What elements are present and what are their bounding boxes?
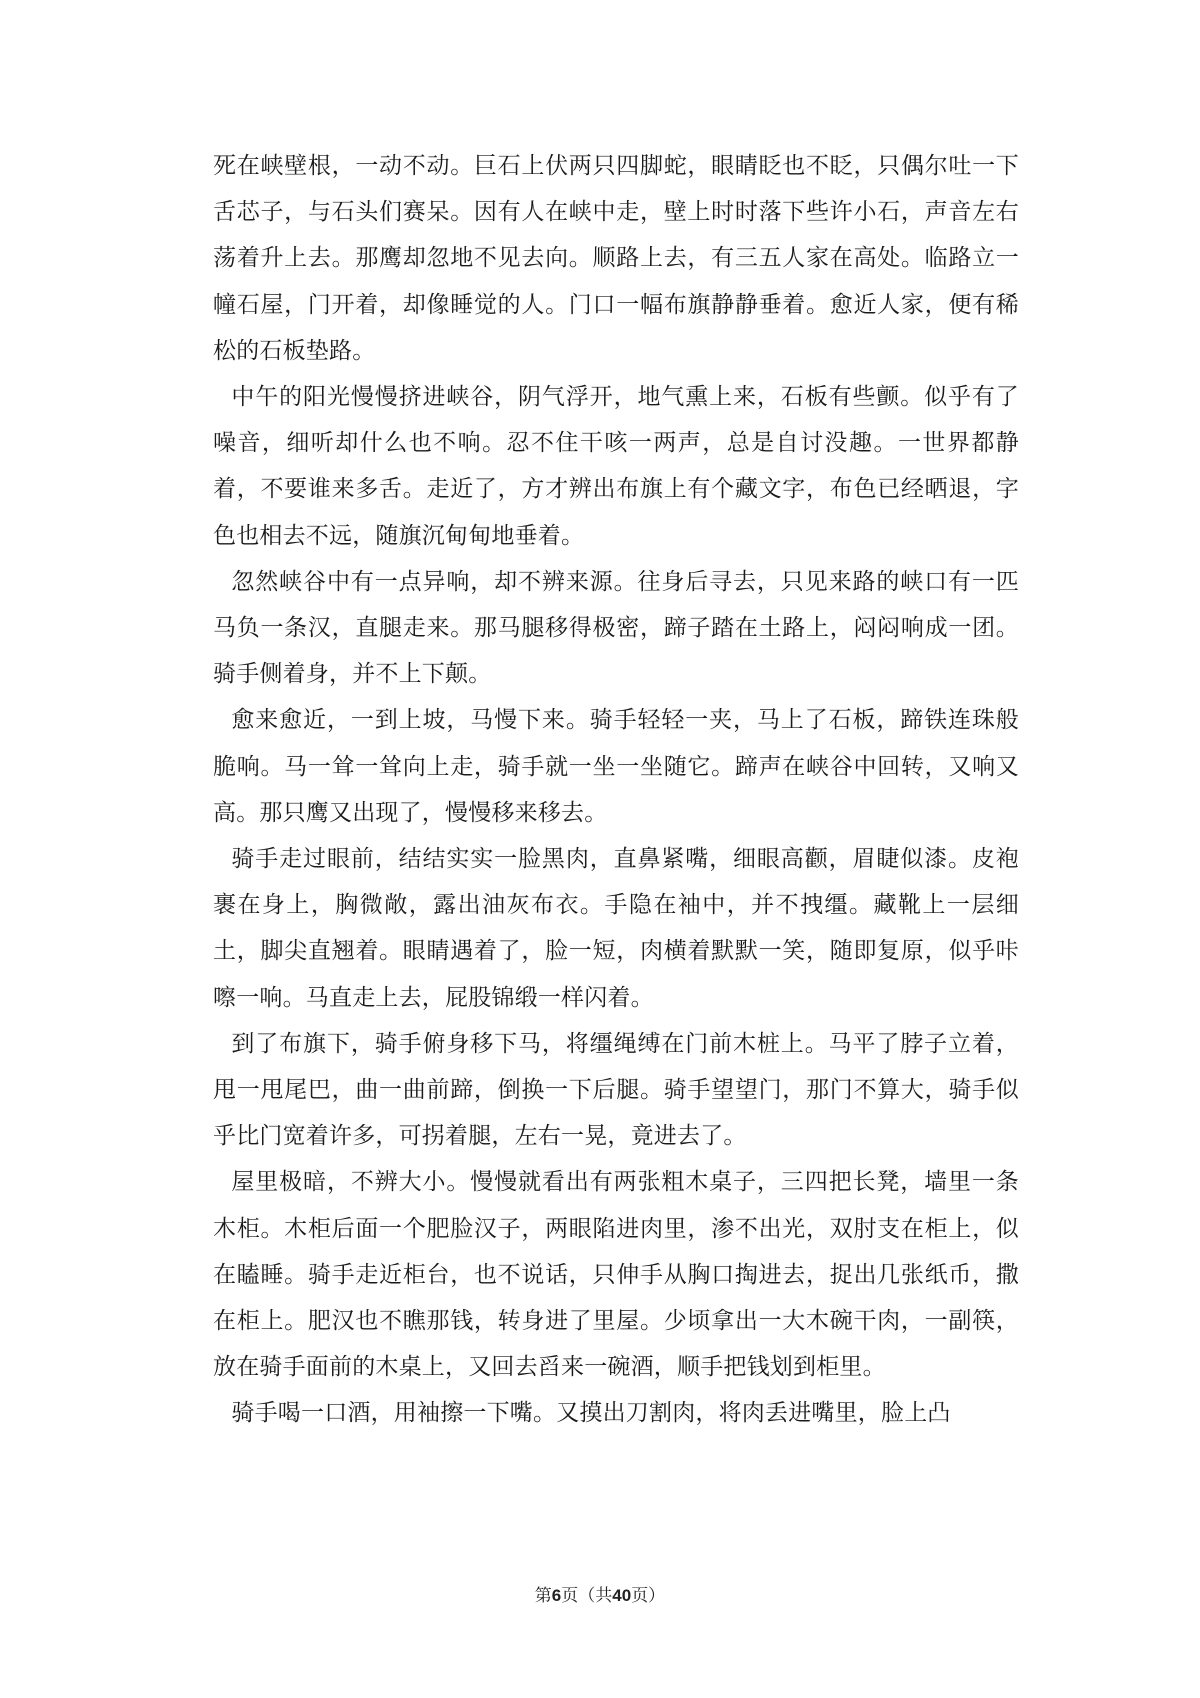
paragraph: 到了布旗下，骑手俯身移下马，将缰绳缚在门前木桩上。马平了脖子立着，甩一甩尾巴，曲一曲前蹄，倒换一下后腿。骑手望望门，那门不算大，骑手似乎比门宽着许多，可拐着腿，左右一晃，竟进去了。: [213, 1030, 1019, 1150]
paragraph: 骑手走过眼前，结结实实一脸黑肉，直鼻紧嘴，细眼高颧，眉睫似漆。皮袍裹在身上，胸微敞，露出油灰布衣。手隐在袖中，并不拽缰。藏靴上一层细土，脚尖直翘着。眼睛遇着了，脸一短，肉横着默默一笑，随即复原，似乎咔嚓一响。马直走上去，屁股锦缎一样闪着。: [213, 846, 1019, 1011]
paragraph: 愈来愈近，一到上坡，马慢下来。骑手轻轻一夹，马上了石板，蹄铁连珠般脆响。马一耸一耸向上走，骑手就一坐一坐随它。蹄声在峡谷中回转，又响又高。那只鹰又出现了，慢慢移来移去。: [213, 707, 1019, 826]
footer-suffix: 页）: [631, 1586, 666, 1606]
total-pages: 40: [612, 1586, 632, 1605]
page-footer: [0, 1584, 1200, 1608]
body-text: [213, 143, 1019, 1437]
page-number: 6: [551, 1586, 562, 1605]
paragraph: 屋里极暗，不辨大小。慢慢就看出有两张粗木桌子，三四把长凳，墙里一条木柜。木柜后面一个肥脸汉子，两眼陷进肉里，渗不出光，双肘支在柜上，似在瞌睡。骑手走近柜台，也不说话，只伸手从胸口掏进去，捉出几张纸币，撒在柜上。肥汉也不瞧那钱，转身进了里屋。少顷拿出一大木碗干肉，一副筷，放在骑手面前的木桌上，又回去舀来一碗酒，顺手把钱划到柜里。: [213, 1169, 1019, 1381]
footer-middle: 页（共: [561, 1586, 613, 1606]
paragraph: 中午的阳光慢慢挤进峡谷，阴气浮开，地气熏上来，石板有些颤。似乎有了噪音，细听却什么也不响。忍不住干咳一两声，总是自讨没趣。一世界都静着，不要谁来多舌。走近了，方才辨出布旗上有个藏文字，布色已经晒退，字色也相去不远，随旗沉甸甸地垂着。: [213, 384, 1019, 549]
paragraph: 骑手喝一口酒，用袖擦一下嘴。又摸出刀割肉，将肉丢进嘴里，脸上凸: [231, 1400, 951, 1427]
paragraph: 忽然峡谷中有一点异响，却不辨来源。往身后寻去，只见来路的峡口有一匹马负一条汉，直腿走来。那马腿移得极密，蹄子踏在土路上，闷闷响成一团。骑手侧着身，并不上下颠。: [213, 568, 1019, 688]
paragraph: 死在峡壁根，一动不动。巨石上伏两只四脚蛇，眼睛眨也不眨，只偶尔吐一下舌芯子，与石头们赛呆。因有人在峡中走，壁上时时落下些许小石，声音左右荡着升上去。那鹰却忽地不见去向。顺路上去，有三五人家在高处。临路立一幢石屋，门开着，却像睡觉的人。门口一幅布旗静静垂着。愈近人家，便有稀松的石板垫路。: [213, 153, 1019, 364]
footer-prefix: 第: [534, 1586, 552, 1606]
